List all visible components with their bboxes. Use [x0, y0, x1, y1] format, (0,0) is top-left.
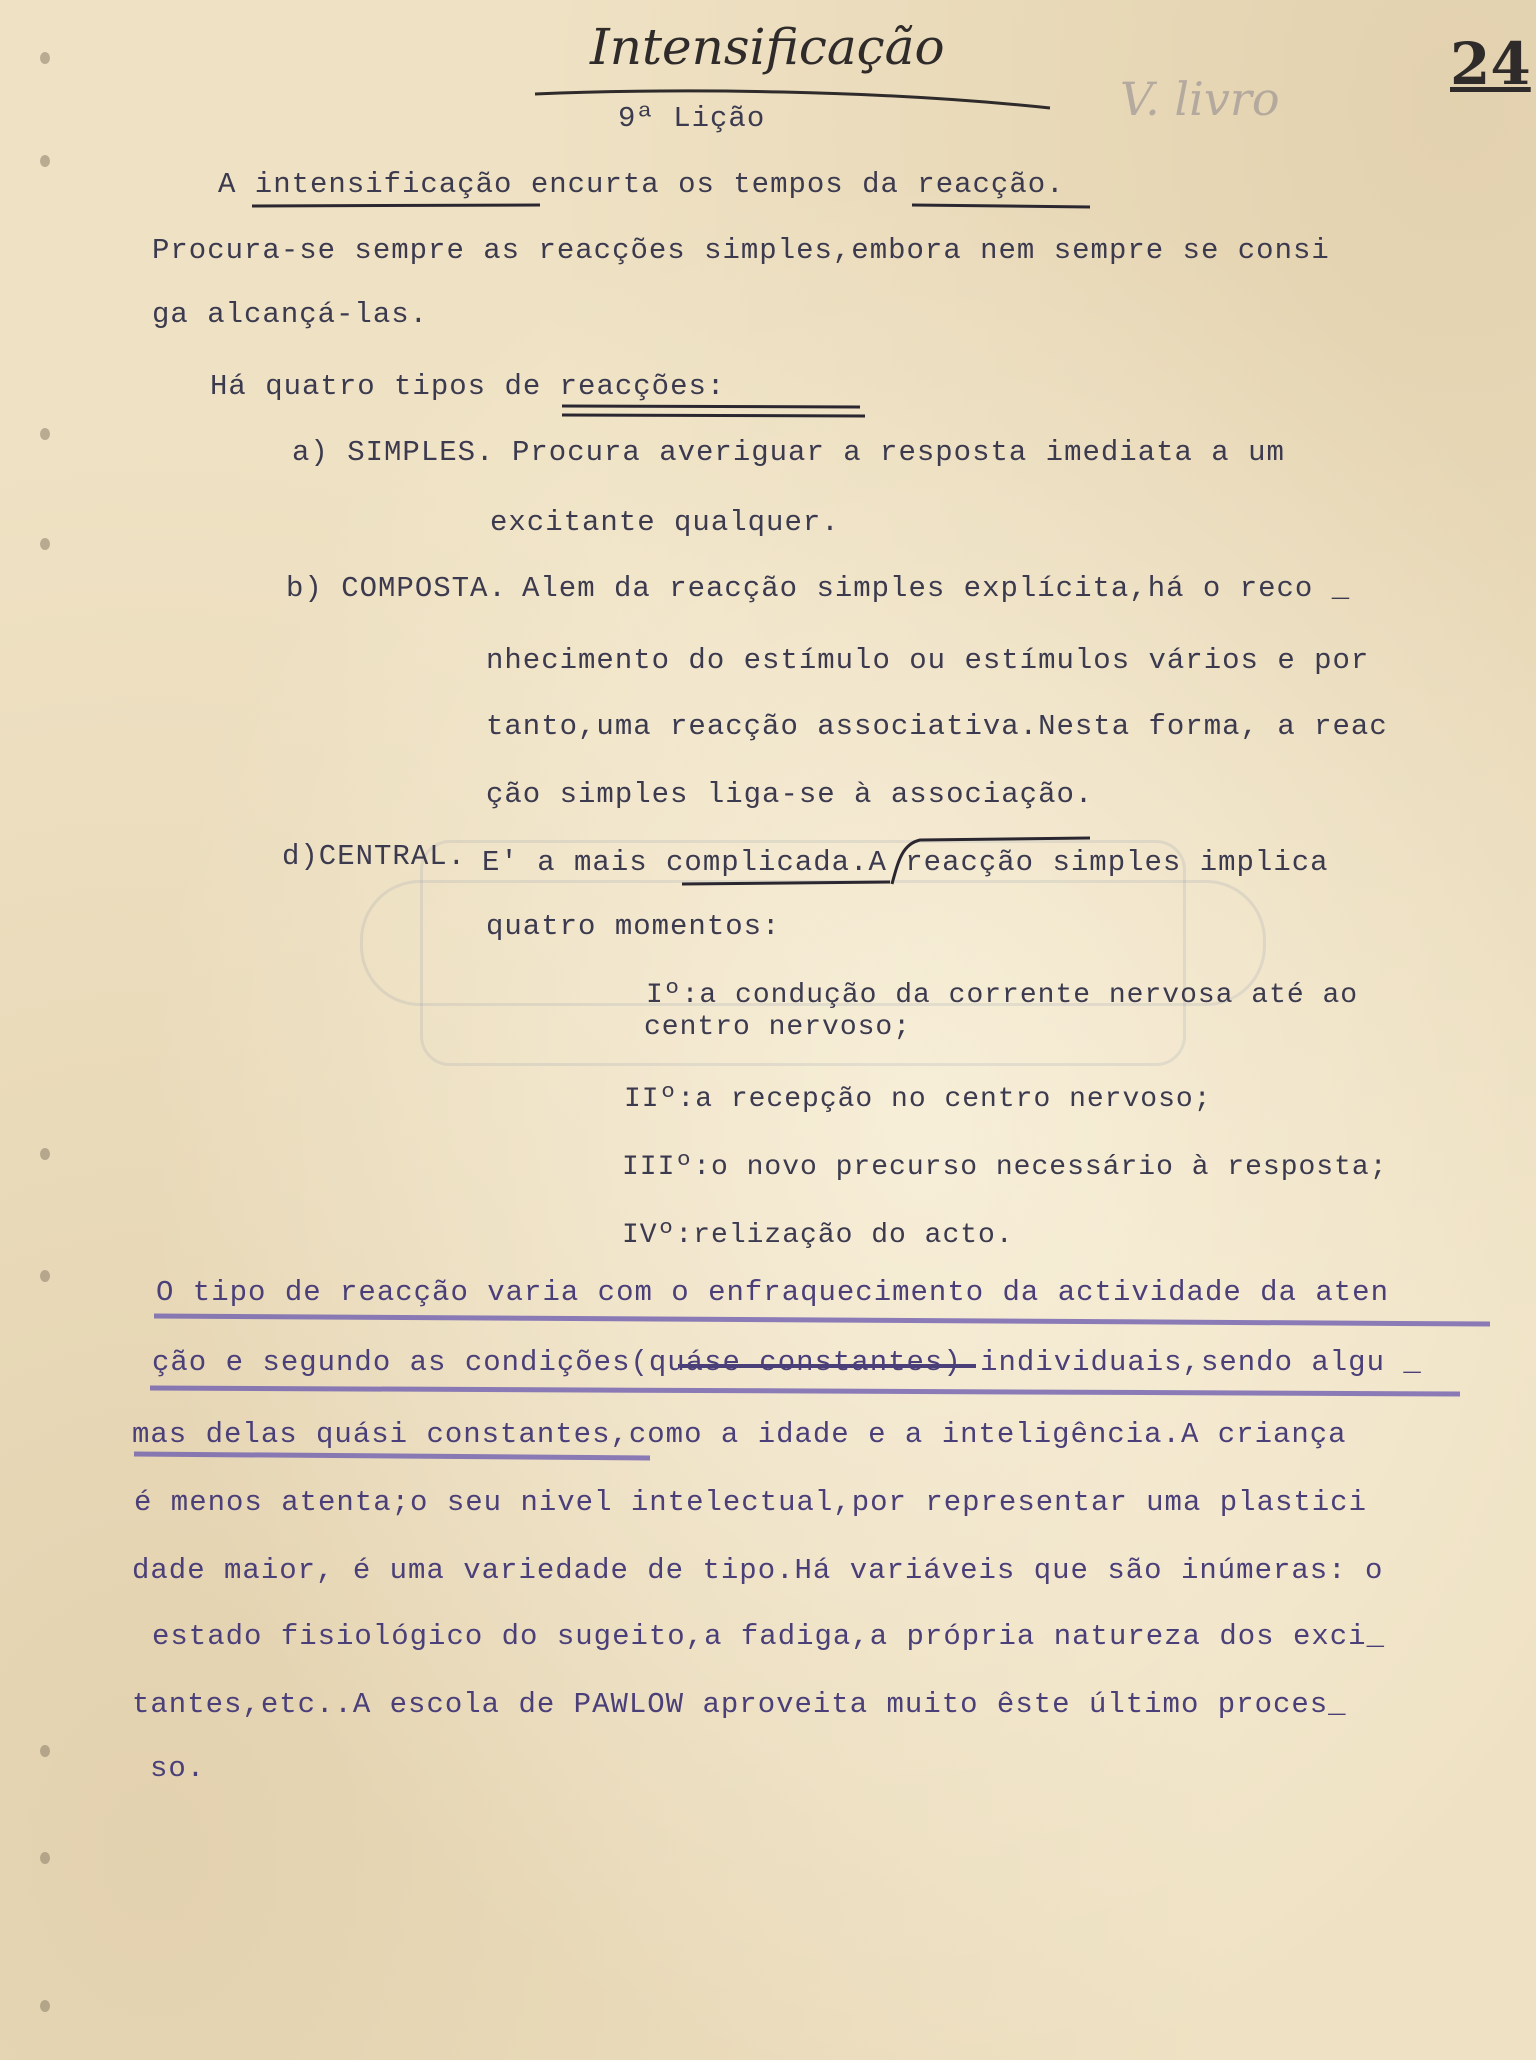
closing-line: é menos atenta;o seu nivel intelectual,por representar uma plastici — [134, 1486, 1367, 1519]
violet-underline-3 — [130, 1448, 1430, 1468]
closing-line: ção e segundo as condições(quáse constantes) individuais,sendo algu _ — [152, 1346, 1422, 1379]
underline-reaccao — [910, 200, 1110, 212]
type-label-composta: b) COMPOSTA. — [286, 572, 507, 605]
closing-line: estado fisiológico do sugeito,a fadiga,a própria natureza dos exci_ — [152, 1620, 1385, 1653]
type-text: ção simples liga-se à associação. — [486, 778, 1094, 811]
underline-intensificacao — [250, 200, 550, 212]
type-text: tanto,uma reacção associativa.Nesta forma, a reac — [486, 710, 1388, 743]
body-line: ga alcançá-las. — [152, 298, 429, 331]
type-label-central: d)CENTRAL. — [282, 840, 467, 873]
body-line: Há quatro tipos de reacções: — [210, 370, 726, 403]
moment-2: IIº:a recepção no centro nervoso; — [624, 1084, 1212, 1115]
type-text: excitante qualquer. — [490, 506, 840, 539]
binder-hole — [40, 1745, 50, 1757]
binder-hole — [40, 2000, 50, 2012]
binder-hole — [40, 1852, 50, 1864]
binder-hole — [40, 52, 50, 64]
binder-hole — [40, 538, 50, 550]
type-text: Procura averiguar a resposta imediata a um — [512, 436, 1285, 469]
type-text: Alem da reacção simples explícita,há o reco _ — [522, 572, 1351, 605]
binder-hole — [40, 428, 50, 440]
type-text: E' a mais complicada.A reacção simples implica — [482, 846, 1329, 879]
type-label-simples: a) SIMPLES. — [292, 436, 495, 469]
underline-complicada — [680, 832, 1100, 892]
moment-3: IIIº:o novo precurso necessário à resposta; — [622, 1152, 1388, 1183]
page-number: 24 — [1450, 30, 1531, 98]
closing-line: mas delas quási constantes,como a idade e a inteligência.A criança — [132, 1418, 1347, 1451]
binder-hole — [40, 1270, 50, 1282]
handwritten-title: Intensificação — [590, 18, 945, 76]
binder-hole — [40, 1148, 50, 1160]
underline-tipos — [560, 402, 880, 422]
violet-underline-2 — [140, 1380, 1480, 1404]
strikeout — [676, 1356, 986, 1376]
body-line: A intensificação encurta os tempos da reacção. — [218, 168, 1065, 201]
closing-line: tantes,etc..A escola de PAWLOW aproveita muito êste último proces_ — [132, 1688, 1347, 1721]
pencil-note: V. livro — [1120, 72, 1280, 126]
closing-line: so. — [150, 1752, 206, 1785]
title-underline — [530, 86, 1060, 116]
moment-1: Iº:a condução da corrente nervosa até ao — [646, 980, 1359, 1011]
lesson-title: 9ª Lição — [618, 102, 766, 135]
violet-underline-1 — [150, 1310, 1500, 1334]
binder-hole — [40, 155, 50, 167]
closing-line: dade maior, é uma variedade de tipo.Há variáveis que são inúmeras: o — [132, 1554, 1384, 1587]
closing-line: O tipo de reacção varia com o enfraquecimento da actividade da aten — [156, 1276, 1389, 1309]
moment-4: IVº:relização do acto. — [622, 1220, 1014, 1251]
type-text: nhecimento do estímulo ou estímulos vários e por — [486, 644, 1370, 677]
body-line: Procura-se sempre as reacções simples,embora nem sempre se consi — [152, 234, 1330, 267]
type-text: quatro momentos: — [486, 910, 781, 943]
moment-1-cont: centro nervoso; — [644, 1012, 912, 1043]
